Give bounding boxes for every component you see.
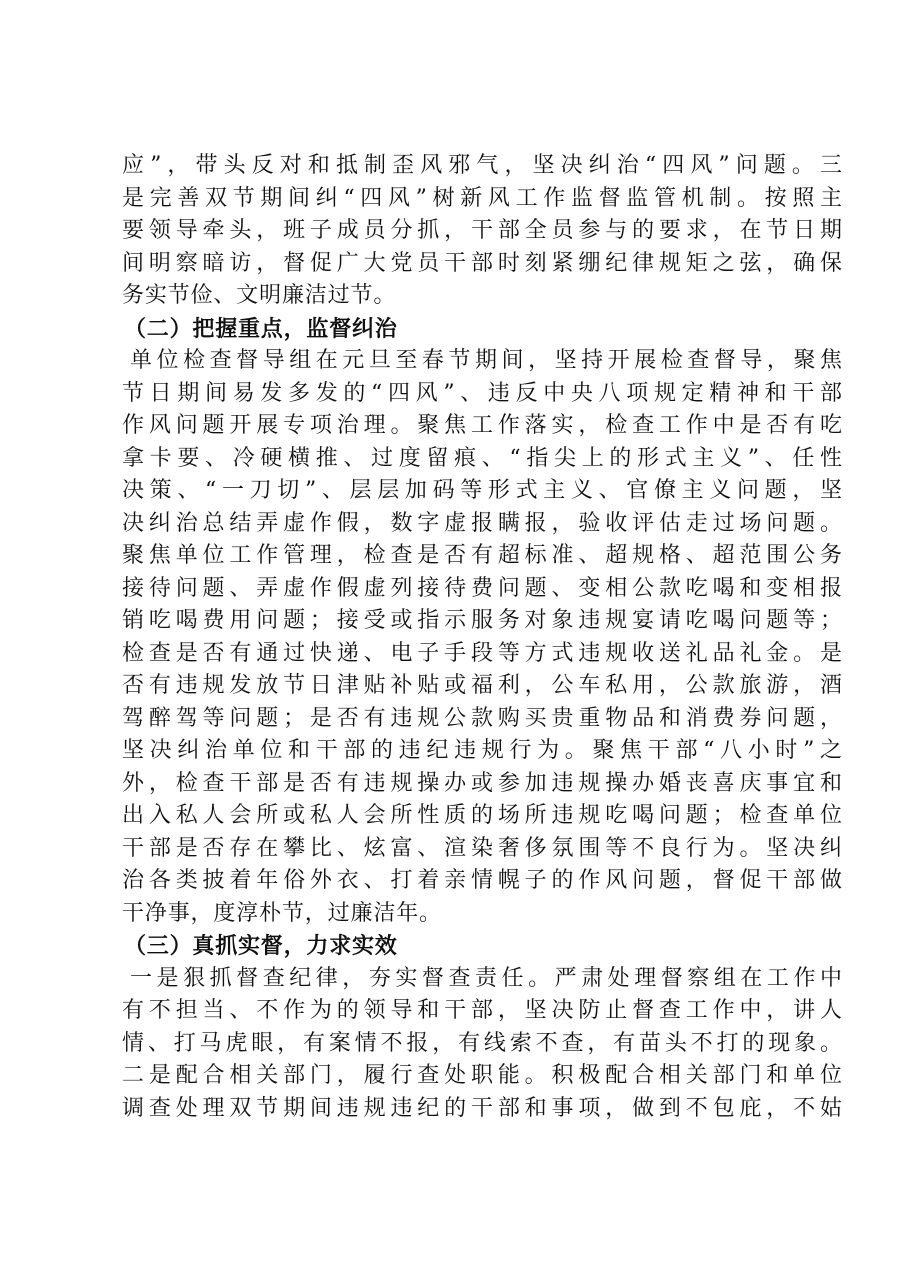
text-line: 应”，带头反对和抵制歪风邪气，坚决纠治“四风”问题。三 — [122, 153, 842, 178]
text-line: 情、打马虎眼，有案情不报，有线索不查，有苗头不打的现象。 — [122, 1030, 842, 1056]
text-line: 检查是否有通过快递、电子手段等方式违规收送礼品礼金。是 — [122, 640, 842, 666]
text-line: 决策、“一刀切”、层层加码等形式主义、官僚主义问题，坚 — [122, 478, 842, 503]
text-line: 坚决纠治单位和干部的违纪违规行为。聚焦干部“八小时”之 — [122, 738, 842, 763]
text-line: 驾醉驾等问题；是否有违规公款购买贵重物品和消费券问题， — [122, 705, 842, 731]
text-line: 销吃喝费用问题；接受或指示服务对象违规宴请吃喝问题等； — [122, 608, 842, 633]
text-line: 干部是否存在攀比、炫富、渲染奢侈氛围等不良行为。坚决纠 — [122, 835, 842, 861]
text-line: 作风问题开展专项治理。聚焦工作落实，检查工作中是否有吃 — [122, 413, 842, 438]
text-line: 一是狠抓督查纪律，夯实督查责任。严肃处理督察组在工作中 — [130, 965, 842, 991]
text-line: 调查处理双节期间违规违纪的干部和事项，做到不包庇，不姑 — [122, 1095, 842, 1121]
text-line: 否有违规发放节日津贴补贴或福利，公车私用，公款旅游，酒 — [122, 673, 842, 698]
document-body — [122, 150, 842, 1125]
text-line: 干净事，度淳朴节，过廉洁年。 — [122, 900, 442, 926]
text-line: 是完善双节期间纠“四风”树新风工作监督监管机制。按照主 — [122, 185, 842, 211]
text-line: 接待问题、弄虚作假虚列接待费问题、变相公款吃喝和变相报 — [122, 575, 842, 601]
text-line: 间明察暗访，督促广大党员干部时刻紧绷纪律规矩之弦，确保 — [122, 250, 842, 276]
text-line: 拿卡要、冷硬横推、过度留痕、“指尖上的形式主义”、任性 — [122, 445, 842, 471]
text-line: 二是配合相关部门，履行查处职能。积极配合相关部门和单位 — [122, 1063, 842, 1088]
text-line: 务实节俭、文明廉洁过节。 — [122, 283, 397, 308]
text-line: 单位检查督导组在元旦至春节期间，坚持开展检查督导，聚焦 — [130, 348, 842, 373]
text-line: 要领导牵头，班子成员分抓，干部全员参与的要求，在节日期 — [122, 218, 842, 243]
section-heading: （三）真抓实督，力求实效 — [124, 933, 398, 959]
text-line: 外，检查干部是否有违规操办或参加违规操办婚丧喜庆事宜和 — [122, 770, 842, 796]
section-heading: （二）把握重点，监督纠治 — [124, 315, 398, 342]
text-line: 聚焦单位工作管理，检查是否有超标准、超规格、超范围公务 — [122, 543, 842, 568]
text-line: 决纠治总结弄虚作假，数字虚报瞒报，验收评估走过场问题。 — [122, 510, 842, 536]
text-line: 节日期间易发多发的“四风”、违反中央八项规定精神和干部 — [122, 380, 842, 406]
text-line: 治各类披着年俗外衣、打着亲情幌子的作风问题，督促干部做 — [122, 868, 842, 893]
text-line: 有不担当、不作为的领导和干部，坚决防止督查工作中，讲人 — [122, 998, 842, 1023]
text-line: 出入私人会所或私人会所性质的场所违规吃喝问题；检查单位 — [122, 803, 842, 828]
